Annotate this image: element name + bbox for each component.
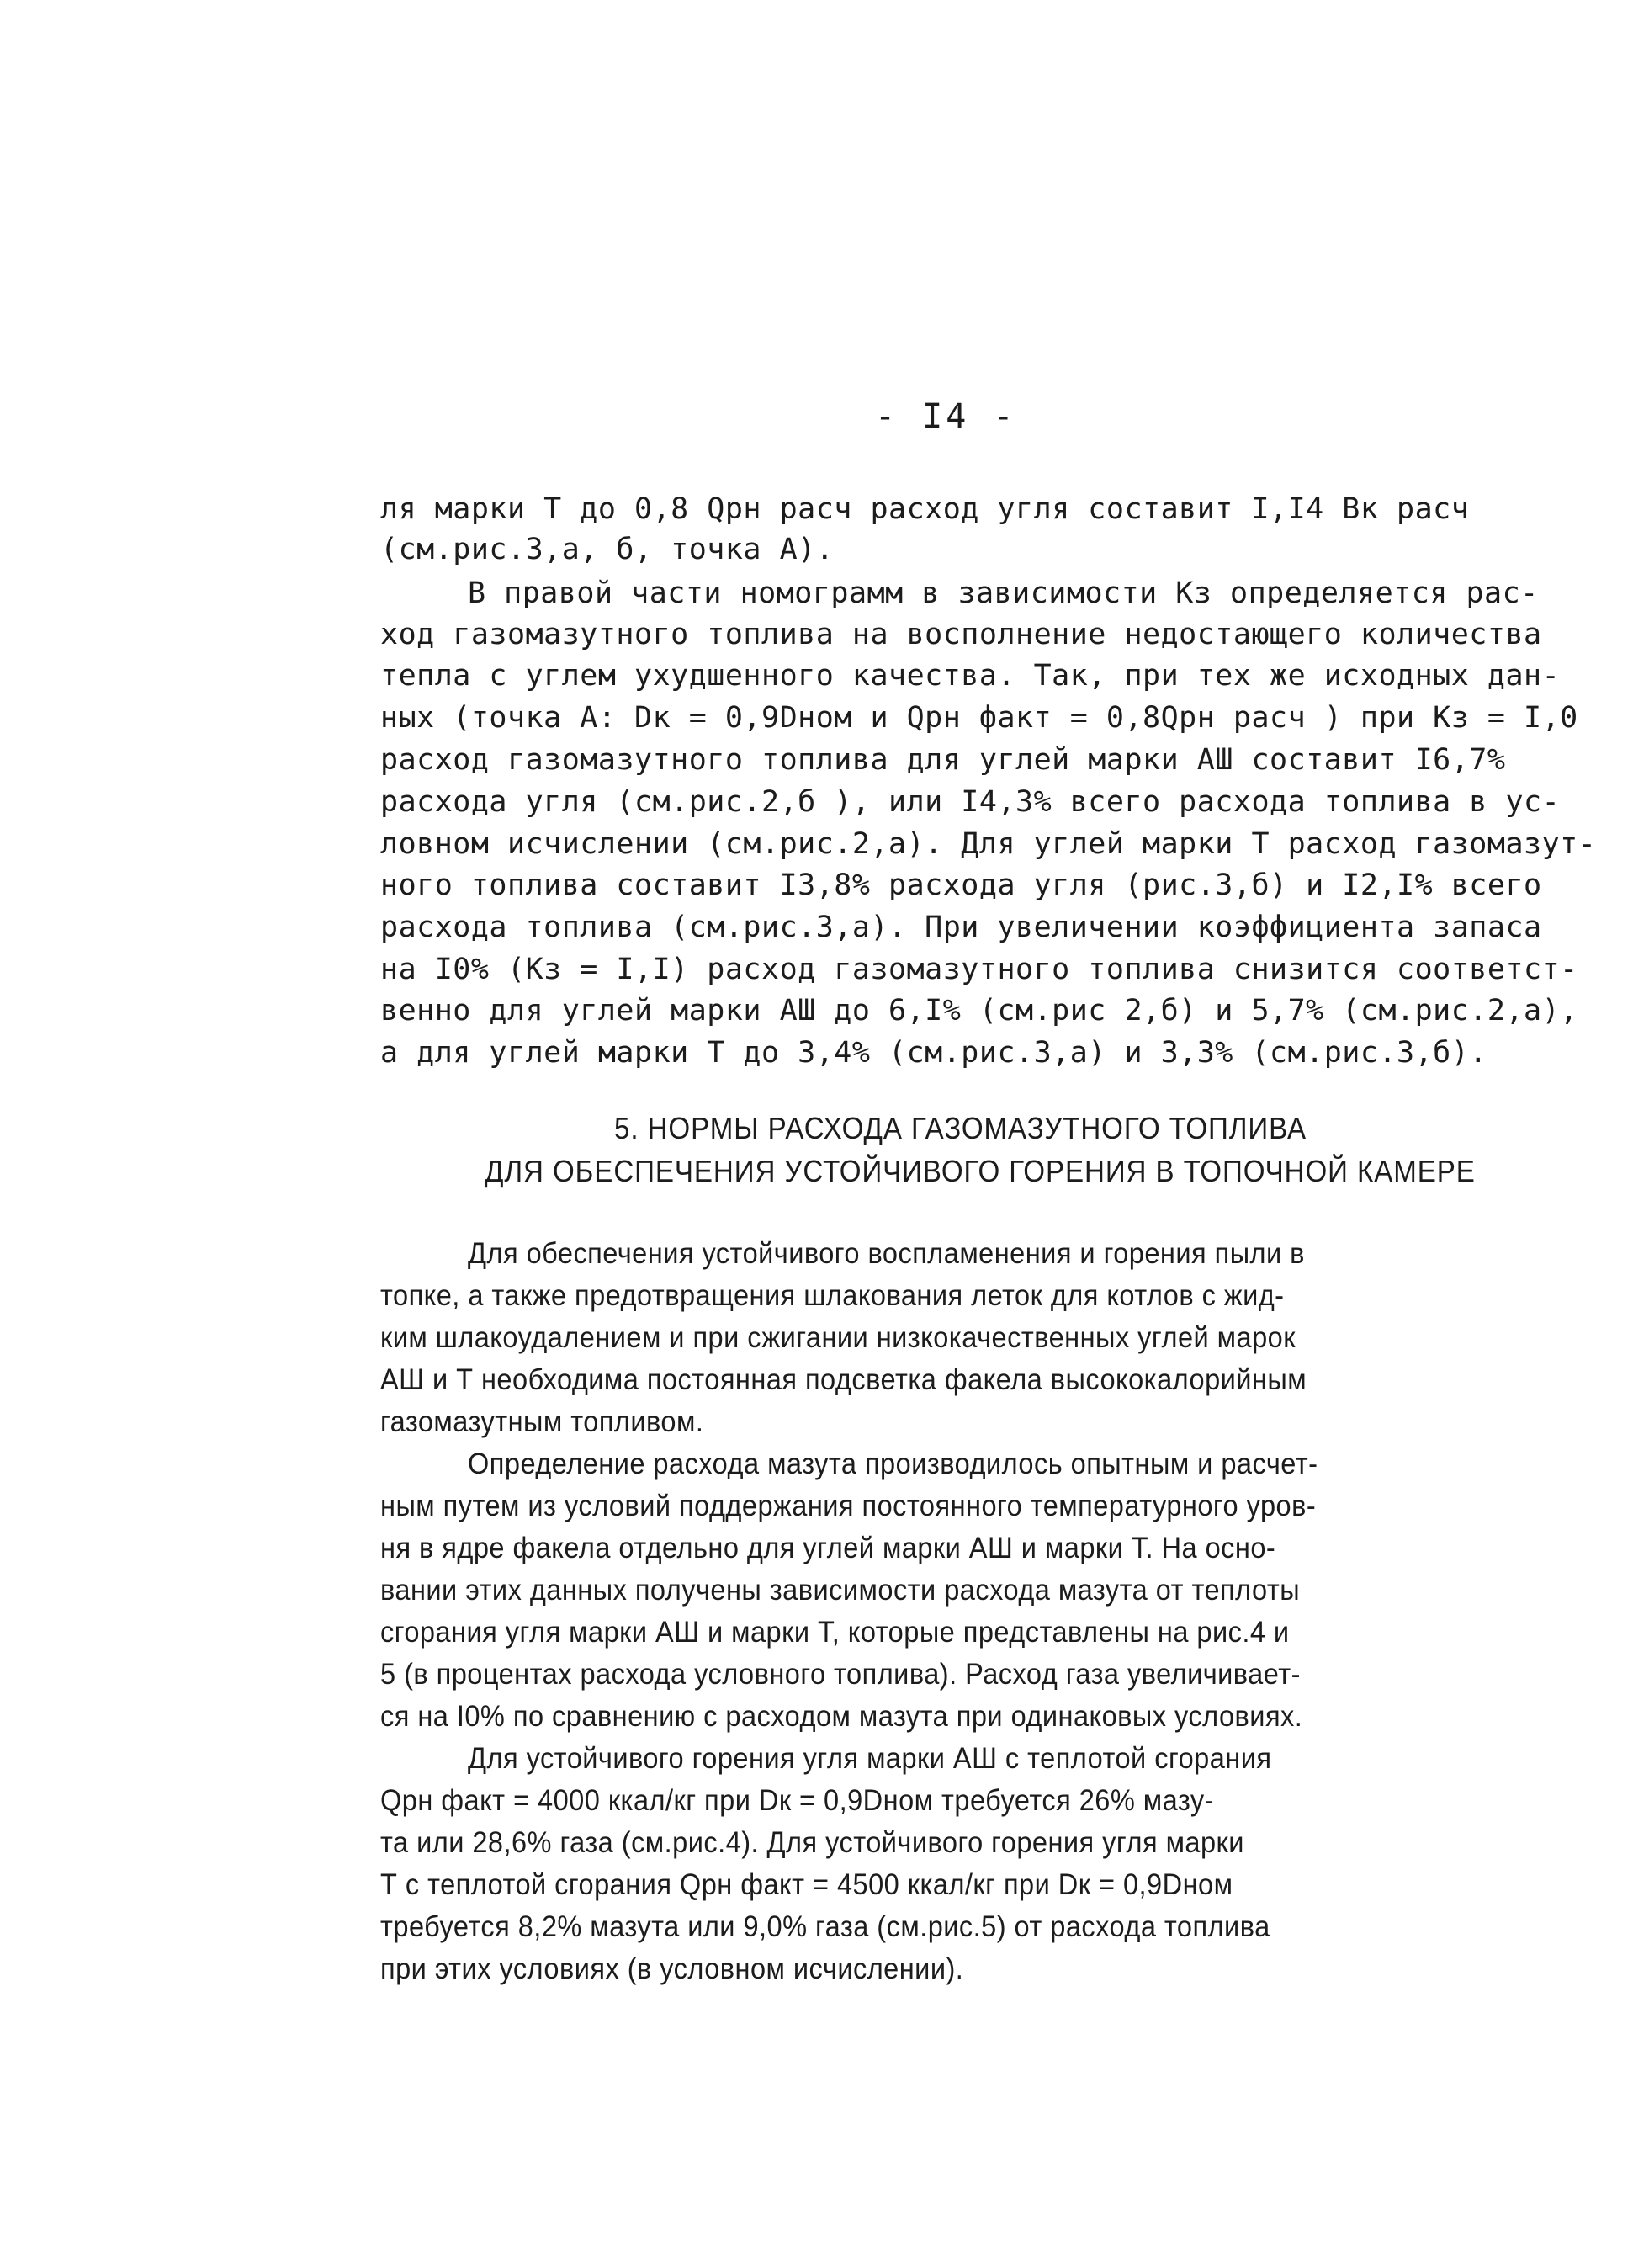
page-number: - I4 -: [875, 397, 1017, 436]
text-line: расхода топлива (см.рис.3,а). При увеличении коэффициента запаса: [380, 911, 1542, 944]
text-line: 5 (в процентах расхода условного топлива). Расход газа увеличивает-: [380, 1658, 1301, 1691]
text-line: расход газомазутного топлива для углей марки АШ составит I6,7%: [380, 743, 1506, 777]
section-heading: 5. НОРМЫ РАСХОДА ГАЗОМАЗУТНОГО ТОПЛИВА: [614, 1111, 1307, 1145]
text-line: АШ и Т необходима постоянная подсветка факела высококалорийным: [380, 1363, 1307, 1396]
text-line: газомазутным топливом.: [380, 1405, 704, 1438]
text-line: В правой части номограмм в зависимости Kз определяется рас-: [468, 576, 1539, 610]
text-line: ным путем из условий поддержания постоянного температурного уров-: [380, 1490, 1317, 1522]
text-line: вании этих данных получены зависимости расхода мазута от теплоты: [380, 1574, 1301, 1607]
text-line: (см.рис.3,а, б, точка А).: [380, 533, 835, 566]
text-line: топке, а также предотвращения шлакования леток для котлов с жид-: [380, 1279, 1285, 1312]
text-line: ход газомазутного топлива на восполнение недостающего количества: [380, 618, 1542, 651]
section-heading: ДЛЯ ОБЕСПЕЧЕНИЯ УСТОЙЧИВОГО ГОРЕНИЯ В ТОПОЧНОЙ КАМЕРЕ: [485, 1154, 1476, 1188]
text-line: при этих условиях (в условном исчислении).: [380, 1952, 964, 1985]
text-line: ных (точка А: Dк = 0,9Dном и Qрн факт = 0,8Qрн расч ) при Kз = I,0: [380, 701, 1578, 735]
text-line: а для углей марки Т до 3,4% (см.рис.3,а) и 3,3% (см.рис.3,б).: [380, 1036, 1487, 1070]
text-line: Определение расхода мазута производилось опытным и расчет-: [468, 1447, 1318, 1480]
text-line: ловном исчислении (см.рис.2,а). Для углей марки Т расход газомазут-: [380, 827, 1597, 861]
text-line: Для устойчивого горения угля марки АШ с теплотой сгорания: [468, 1742, 1272, 1775]
text-line: расхода угля (см.рис.2,б ), или I4,3% всего расхода топлива в ус-: [380, 785, 1561, 819]
text-line: тепла с углем ухудшенного качества. Так, при тех же исходных дан-: [380, 659, 1561, 693]
text-line: на I0% (Kз = I,I) расход газомазутного топлива снизится соответст-: [380, 953, 1578, 986]
text-line: требуется 8,2% мазута или 9,0% газа (см.рис.5) от расхода топлива: [380, 1910, 1270, 1943]
text-line: сгорания угля марки АШ и марки Т, которые представлены на рис.4 и: [380, 1616, 1290, 1649]
text-line: ля марки Т до 0,8 Qрн расч расход угля составит I,I4 Bк расч: [380, 492, 1470, 526]
text-line: та или 28,6% газа (см.рис.4). Для устойчивого горения угля марки: [380, 1826, 1244, 1859]
text-line: ного топлива составит I3,8% расхода угля (рис.3,б) и I2,I% всего: [380, 868, 1542, 902]
text-line: ся на I0% по сравнению с расходом мазута при одинаковых условиях.: [380, 1700, 1303, 1733]
text-line: Т с теплотой сгорания Qрн факт = 4500 ккал/кг при Dк = 0,9Dном: [380, 1868, 1233, 1901]
text-line: Qрн факт = 4000 ккал/кг при Dк = 0,9Dном требуется 26% мазу-: [380, 1784, 1214, 1817]
text-line: Для обеспечения устойчивого воспламенения и горения пыли в: [468, 1237, 1305, 1270]
text-line: ня в ядре факела отдельно для углей марки АШ и марки Т. На осно-: [380, 1532, 1276, 1564]
text-line: ким шлакоудалением и при сжигании низкокачественных углей марок: [380, 1321, 1296, 1354]
text-line: венно для углей марки АШ до 6,I% (см.рис 2,б) и 5,7% (см.рис.2,а),: [380, 994, 1578, 1028]
